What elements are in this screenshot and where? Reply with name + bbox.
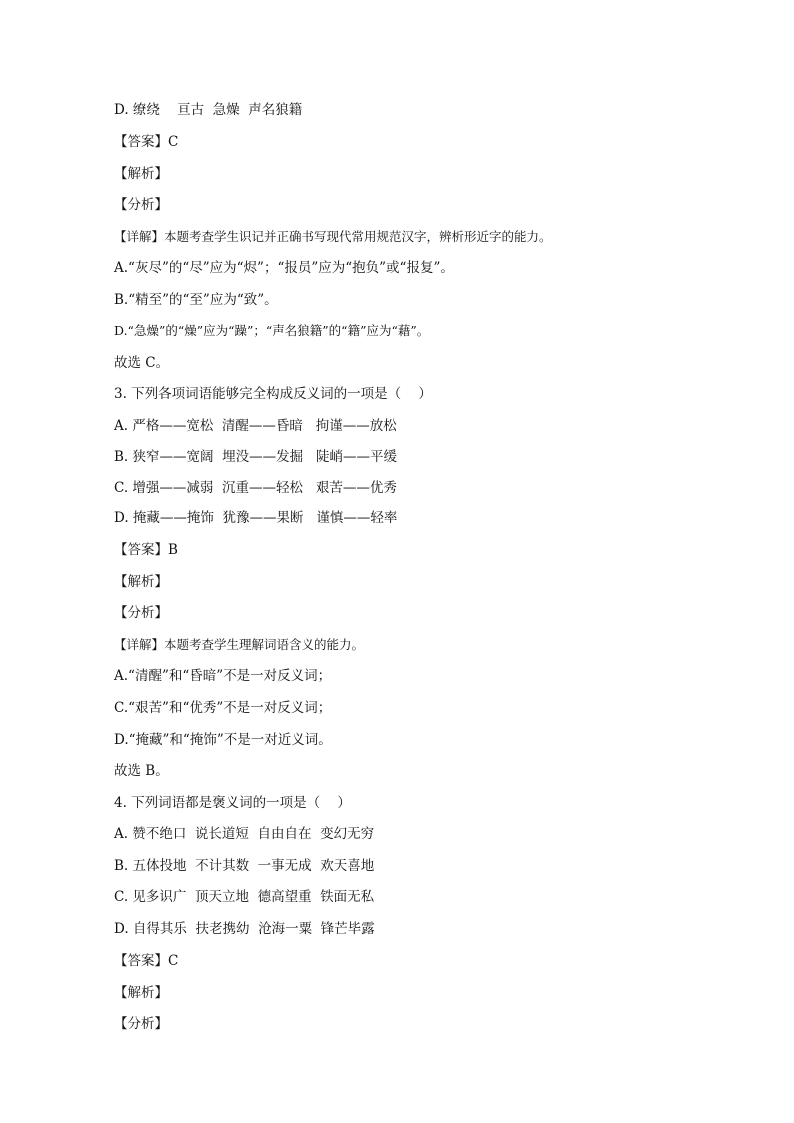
option-d-q2: D. 缭绕 亘古 急燥 声名狼籍	[114, 102, 303, 118]
option-a-q3: A. 严格——宽松 清醒——昏暗 拘谨——放松	[114, 418, 397, 434]
explanation-a-q2: A.“灰尽”的“尽”应为“烬”；“报员”应为“抱负”或“报复”。	[114, 260, 454, 276]
explanation-d-q3: D.“掩藏”和“掩饰”不是一对近义词。	[114, 732, 332, 748]
detail-q2: 【详解】本题考查学生识记并正确书写现代常用规范汉字，辨析形近字的能力。	[114, 229, 552, 244]
answer-label-q2: 【答案】C	[114, 134, 179, 150]
answer-label-q4: 【答案】C	[114, 953, 179, 969]
option-a-q4: A. 赞不绝口 说长道短 自由自在 变幻无穷	[114, 826, 375, 842]
option-b-q4: B. 五体投地 不计其数 一事无成 欢天喜地	[114, 858, 375, 874]
option-c-q3: C. 增强——减弱 沉重——轻松 艰苦——优秀	[114, 480, 397, 496]
option-b-q3: B. 狭窄——宽阔 埋没——发掘 陡峭——平缓	[114, 449, 397, 465]
explanation-b-q2: B.“精至”的“至”应为“致”。	[114, 292, 278, 308]
analysis-label-q2: 【解析】	[114, 166, 168, 182]
fenxi-label-q4: 【分析】	[114, 1016, 168, 1032]
explanation-a-q3: A.“清醒”和“昏暗”不是一对反义词；	[114, 668, 332, 684]
analysis-label-q4: 【解析】	[114, 985, 168, 1001]
question-4: 4. 下列词语都是褒义词的一项是（ ）	[114, 795, 351, 811]
explanation-c-q3: C.“艰苦”和“优秀”不是一对反义词；	[114, 700, 332, 716]
explanation-d-q2: D.“急燥”的“燥”应为“躁”；“声名狼籍”的“籍”应为“藉”。	[114, 323, 430, 338]
detail-q3: 【详解】本题考查学生理解词语含义的能力。	[114, 637, 365, 652]
choose-q2: 故选 C。	[114, 355, 170, 371]
option-d-q3: D. 掩藏——掩饰 犹豫——果断 谨慎——轻率	[114, 510, 398, 526]
question-3: 3. 下列各项词语能够完全构成反义词的一项是（ ）	[114, 386, 432, 402]
answer-label-q3: 【答案】B	[114, 542, 178, 558]
analysis-label-q3: 【解析】	[114, 574, 168, 590]
option-c-q4: C. 见多识广 顶天立地 德高望重 铁面无私	[114, 889, 375, 905]
fenxi-label-q3: 【分析】	[114, 605, 168, 621]
fenxi-label-q2: 【分析】	[114, 197, 168, 213]
choose-q3: 故选 B。	[114, 763, 169, 779]
option-d-q4: D. 自得其乐 扶老携幼 沧海一粟 锋芒毕露	[114, 921, 375, 937]
